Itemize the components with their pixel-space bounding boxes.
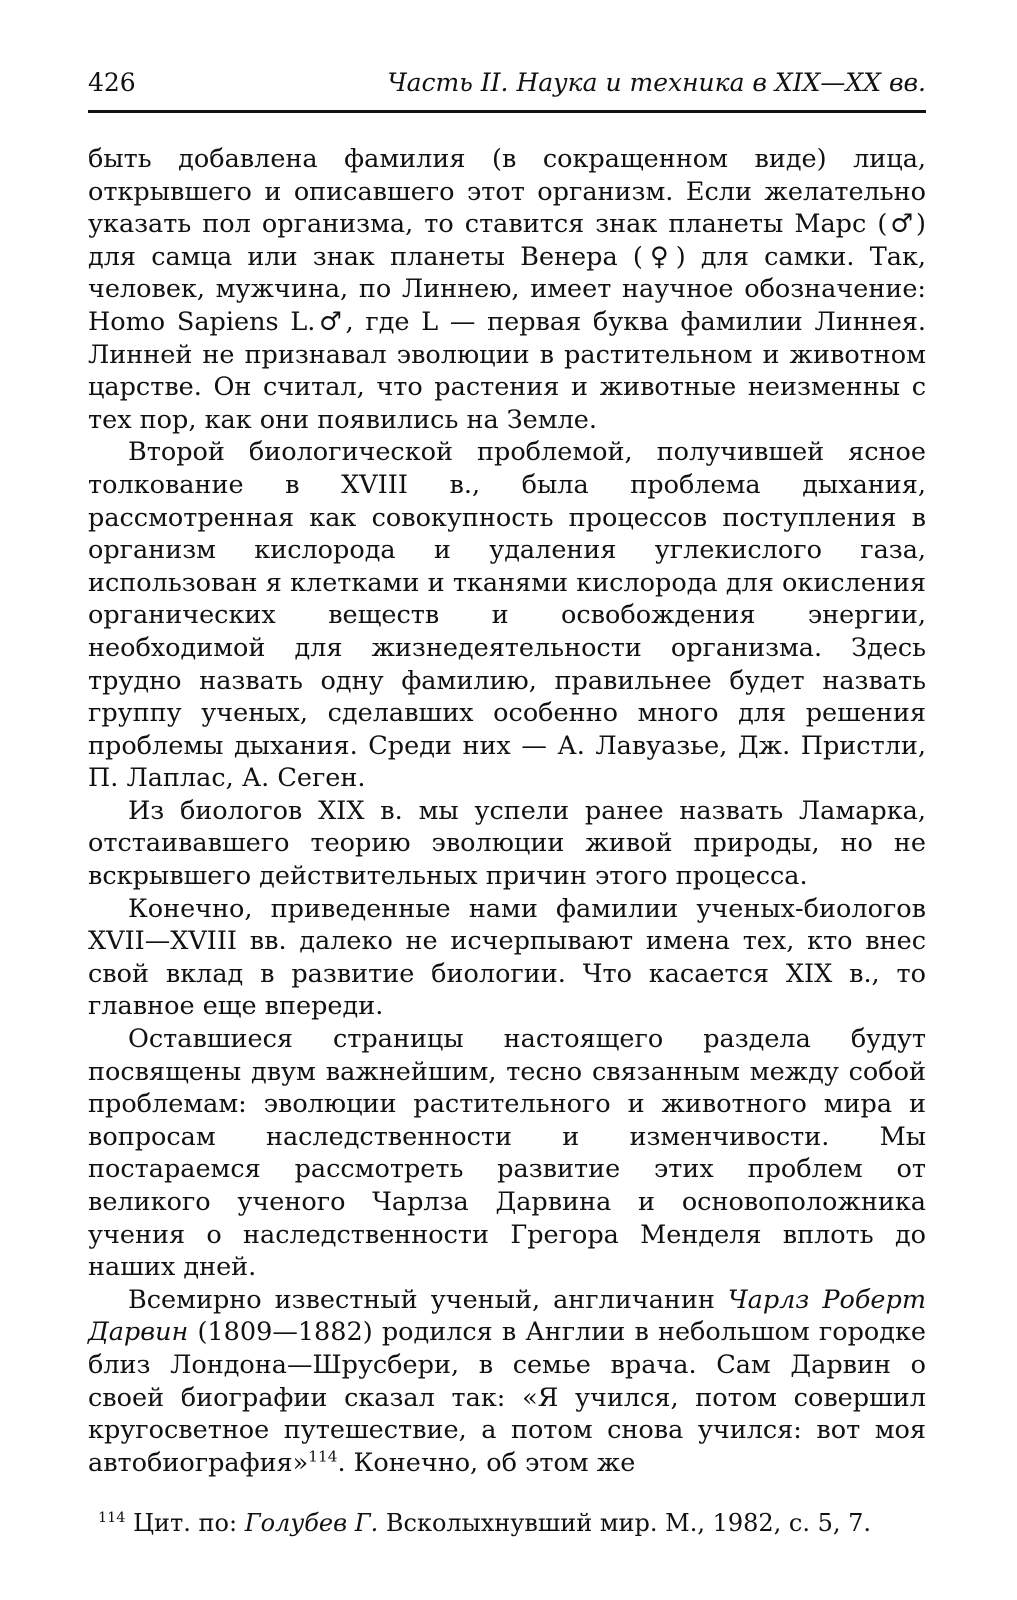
footnote	[88, 1507, 926, 1539]
paragraph-5: Оставшиеся страницы настоящего раздела будут посвящены двум важнейшим, тесно связанным между собой проблемам: эволюции растительного и животного мира и вопросам наследственности и изменчивости. Мы постараемся рассмотреть развитие этих проблем от великого ученого Чарлза Дарвина и основоположника учения о наследственности Грегора Менделя вплоть до наших дней.	[88, 1024, 926, 1283]
footnote-ref: 114	[308, 1447, 338, 1466]
body-text	[88, 143, 926, 1479]
paragraph-3: Из биологов XIX в. мы успели ранее назвать Ламарка, отстаивавшего теорию эволюции живой природы, но не вскрывшего действительных причин этого процесса.	[88, 795, 926, 892]
paragraph-2: Второй биологической проблемой, получившей ясное толкование в XVIII в., была проблема дыхания, рассмотренная как совокупность процессов поступления в организм кислорода и удаления углекислого газа, использован я клетками и тканями кислорода для окисления органических веществ и освобождения энергии, необходимой для жизнедеятельности организма. Здесь трудно назвать одну фамилию, правильнее будет назвать группу ученых, сделавших особенно много для решения проблемы дыхания. Среди них — А. Лавуазье, Дж. Пристли, П. Лаплас, А. Сеген.	[88, 437, 926, 794]
paragraph-darwin	[88, 1284, 926, 1480]
running-title: Часть II. Наука и техника в XIX—XX вв.	[387, 68, 926, 97]
running-head	[88, 66, 926, 106]
footnote-text-after: Всколыхнувший мир. М., 1982, с. 5, 7.	[378, 1509, 872, 1538]
darwin-text-before: Всемирно известный ученый, англичанин	[128, 1284, 728, 1315]
footnote-separator	[88, 1479, 926, 1507]
darwin-name: Чарлз Роберт Дарвин	[88, 1284, 927, 1348]
paragraph-1: быть добавлена фамилия (в сокращенном виде) лица, открывшего и описавшего этот организм. Если желательно указать пол организма, то ставится знак планеты Марс (♂) для самца или знак планеты Венера (♀) для самки. Так, человек, мужчина, по Линнею, имеет научное обозначение: Homo Sapiens L.♂, где L — первая буква фамилии Линнея. Линней не признавал эволюции в растительном и животном царстве. Он считал, что растения и животные неизменны с тех пор, как они появились на Земле.	[88, 144, 926, 435]
footnote-number: 114	[98, 1510, 126, 1527]
footnote-author: Голубев Г.	[244, 1509, 379, 1538]
page-number: 426	[88, 68, 136, 97]
darwin-text-after: (1809—1882) родился в Англии в небольшом городке близ Лондона—Шрусбери, в семье врача. Сам Дарвин о своей биографии сказал так: «Я учился, потом совершил кругосветное путешествие, а потом снова учился: вот моя автобиография»	[88, 1317, 926, 1478]
book-page	[88, 66, 926, 1539]
darwin-text-tail: . Конечно, об этом же	[337, 1447, 636, 1478]
paragraph-4: Конечно, приведенные нами фамилии ученых-биологов XVII—XVIII вв. далеко не исчерпывают имена тех, кто внес свой вклад в развитие биологии. Что касается XIX в., то главное еще впереди.	[88, 893, 926, 1022]
footnote-text-before: Цит. по:	[125, 1509, 245, 1538]
header-rule	[88, 110, 926, 113]
